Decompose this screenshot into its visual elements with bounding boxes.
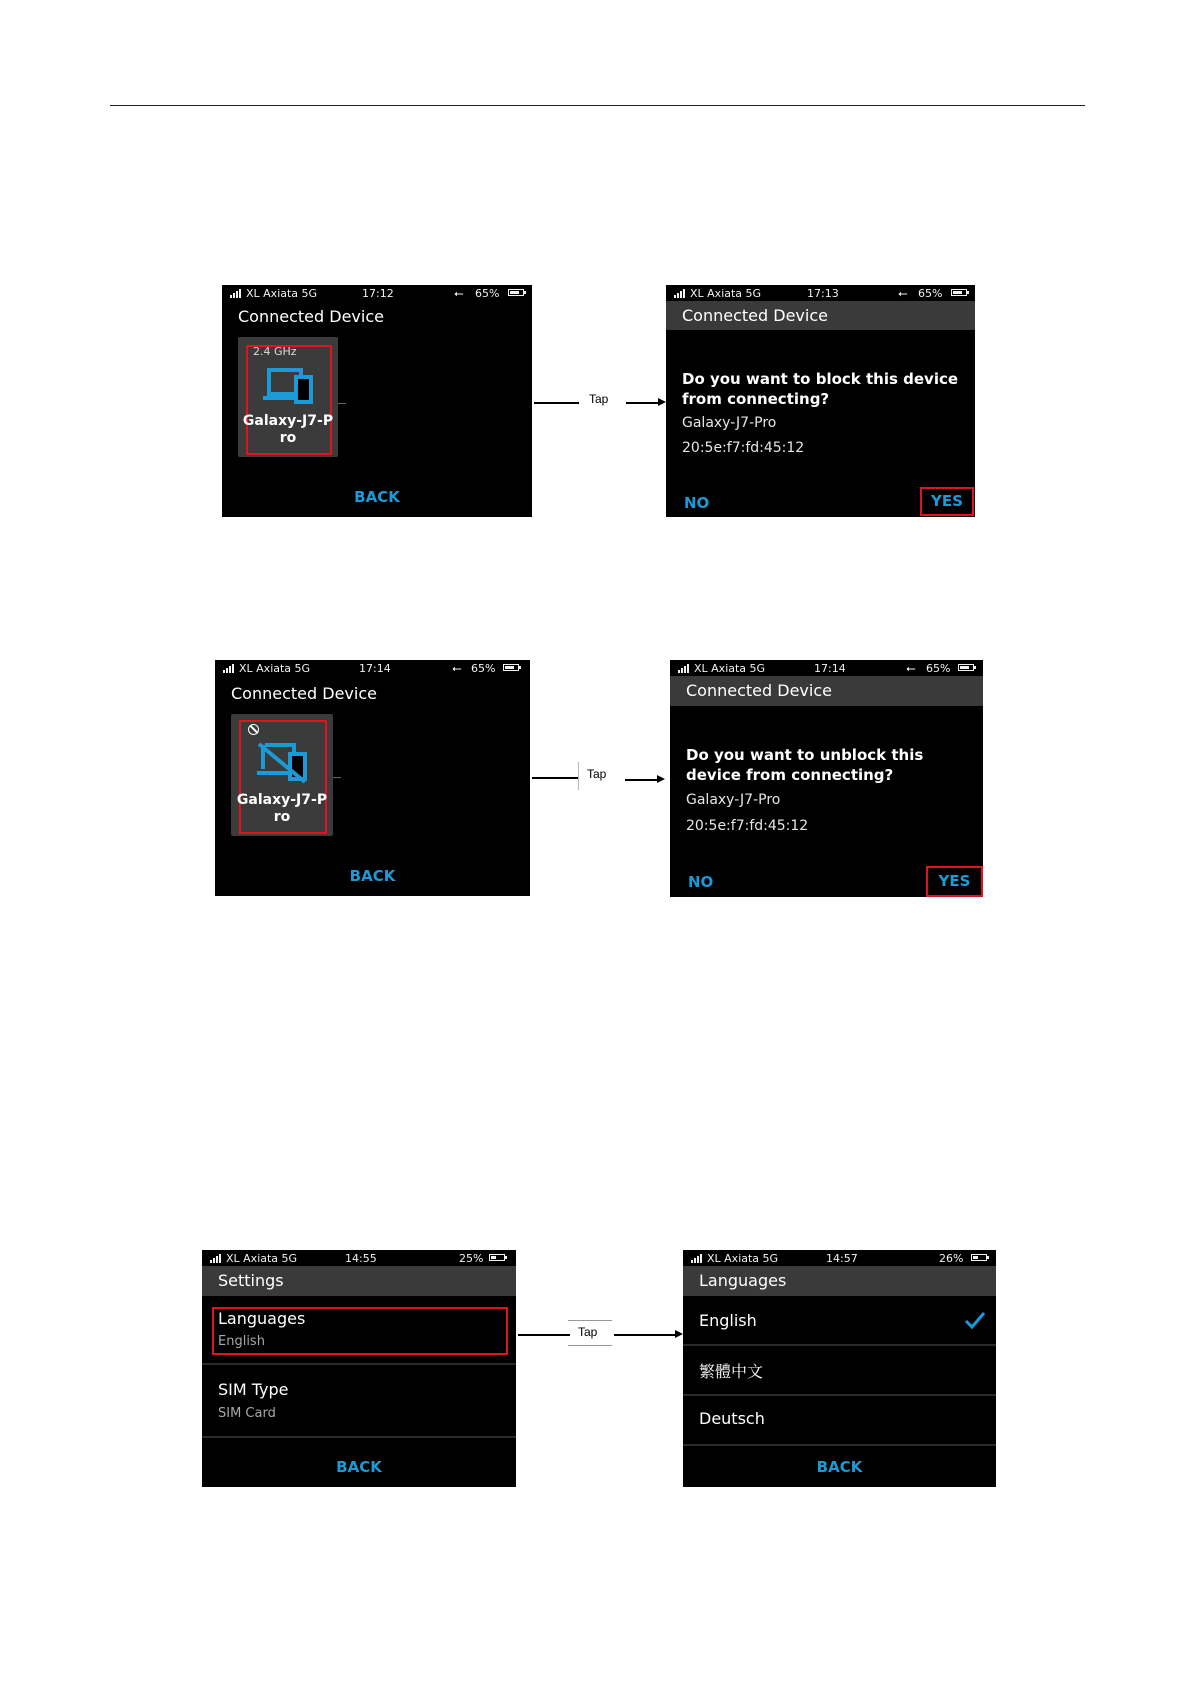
signal-icon (691, 1253, 702, 1263)
title-bar (666, 301, 975, 330)
language-item-traditional-chinese[interactable] (683, 1346, 996, 1396)
status-bar (670, 660, 983, 676)
battery-percent: 65% (918, 287, 943, 300)
battery-icon (951, 289, 967, 296)
device-tile[interactable] (231, 714, 333, 836)
usb-icon: ⭠ (906, 661, 916, 675)
carrier-label: XL Axiata 5G (239, 662, 311, 675)
back-button[interactable]: BACK (816, 1458, 863, 1476)
signal-icon (678, 663, 689, 673)
no-button[interactable]: NO (688, 873, 714, 891)
title-bar (683, 1266, 996, 1296)
usb-icon: ⭠ (454, 286, 464, 300)
band-label: 2.4 GHz (253, 345, 297, 358)
back-button[interactable]: BACK (349, 867, 396, 885)
screen-block-confirm (666, 285, 975, 517)
header-rule (110, 105, 1085, 106)
status-bar (202, 1250, 516, 1266)
arrow-line (625, 779, 658, 781)
language-item-deutsch[interactable] (683, 1396, 996, 1446)
signal-icon (674, 288, 685, 298)
device-tile[interactable] (238, 337, 338, 457)
battery-percent: 65% (471, 662, 496, 675)
battery-icon (508, 289, 524, 296)
page-title: Connected Device (686, 681, 832, 700)
arrow-line (518, 1334, 570, 1336)
device-name: Galaxy-J7-P ro (236, 792, 328, 825)
status-time: 17:14 (359, 662, 391, 675)
carrier-label: XL Axiata 5G (707, 1252, 779, 1265)
carrier-label: XL Axiata 5G (694, 662, 766, 675)
battery-icon (971, 1254, 987, 1261)
arrow-line (532, 777, 578, 779)
arrow-head (658, 398, 666, 406)
item-label: SIM Type (218, 1380, 289, 1399)
check-icon (964, 1309, 986, 1331)
carrier-label: XL Axiata 5G (226, 1252, 298, 1265)
yes-button[interactable]: YES (926, 866, 983, 897)
arrow-head (657, 775, 665, 783)
devices-icon (262, 367, 316, 407)
settings-item-languages[interactable] (202, 1297, 516, 1365)
back-button[interactable]: BACK (336, 1458, 382, 1476)
settings-item-sim-type[interactable] (202, 1366, 516, 1438)
dialog-question: Do you want to block this device from connecting? (682, 370, 959, 408)
tap-label: Tap (587, 767, 607, 781)
block-icon (248, 724, 259, 735)
screen-connected-device (222, 285, 532, 517)
battery-percent: 65% (475, 287, 500, 300)
arrow-line (614, 1334, 676, 1336)
battery-icon (489, 1254, 505, 1261)
status-bar (215, 660, 530, 676)
status-time: 17:13 (807, 287, 839, 300)
tap-label: Tap (578, 1325, 598, 1339)
title-bar (202, 1266, 516, 1296)
no-button[interactable]: NO (684, 494, 710, 512)
page-title: Connected Device (238, 307, 384, 326)
mac-address: 20:5e:f7:fd:45:12 (682, 440, 805, 456)
item-label: 繁體中文 (699, 1362, 764, 1381)
device-name: Galaxy-J7-P ro (242, 413, 334, 446)
device-name: Galaxy-J7-Pro (682, 415, 777, 431)
item-value: English (218, 1334, 265, 1349)
battery-percent: 65% (926, 662, 951, 675)
item-value: SIM Card (218, 1406, 276, 1421)
page-title: Settings (218, 1271, 284, 1290)
status-bar (666, 285, 975, 301)
item-label: Deutsch (699, 1409, 765, 1428)
connector (338, 403, 346, 404)
device-name: Galaxy-J7-Pro (686, 792, 781, 808)
yes-button[interactable]: YES (920, 487, 974, 516)
tap-box-edge (578, 762, 579, 790)
screen-languages (683, 1250, 996, 1487)
usb-icon: ⭠ (452, 661, 462, 675)
back-button[interactable]: BACK (354, 488, 400, 506)
devices-off-icon (255, 742, 311, 784)
battery-percent: 25% (459, 1252, 484, 1265)
language-item-english[interactable] (683, 1297, 996, 1346)
screen-unblock-confirm (670, 660, 983, 897)
signal-icon (210, 1253, 221, 1263)
battery-icon (503, 664, 519, 671)
connector (333, 777, 341, 778)
arrow-line (626, 402, 659, 404)
screen-connected-device-blocked (215, 660, 530, 896)
status-time: 14:55 (345, 1252, 377, 1265)
status-time: 17:12 (362, 287, 394, 300)
status-bar (222, 285, 532, 301)
mac-address: 20:5e:f7:fd:45:12 (686, 818, 809, 834)
usb-icon: ⭠ (898, 286, 908, 300)
battery-percent: 26% (939, 1252, 964, 1265)
carrier-label: XL Axiata 5G (246, 287, 318, 300)
arrow-line (534, 402, 579, 404)
title-bar (670, 676, 983, 706)
status-time: 14:57 (826, 1252, 858, 1265)
signal-icon (230, 288, 241, 298)
status-time: 17:14 (814, 662, 846, 675)
tap-label: Tap (589, 392, 609, 406)
item-label: Languages (218, 1309, 306, 1328)
page-title: Languages (699, 1271, 787, 1290)
status-bar (683, 1250, 996, 1266)
page-title: Connected Device (231, 684, 377, 703)
dialog-question: Do you want to unblock this device from connecting? (686, 746, 924, 784)
arrow-head (675, 1330, 683, 1338)
screen-settings (202, 1250, 516, 1487)
signal-icon (223, 663, 234, 673)
battery-icon (958, 664, 974, 671)
page-title: Connected Device (682, 306, 828, 325)
item-label: English (699, 1311, 757, 1330)
carrier-label: XL Axiata 5G (690, 287, 762, 300)
